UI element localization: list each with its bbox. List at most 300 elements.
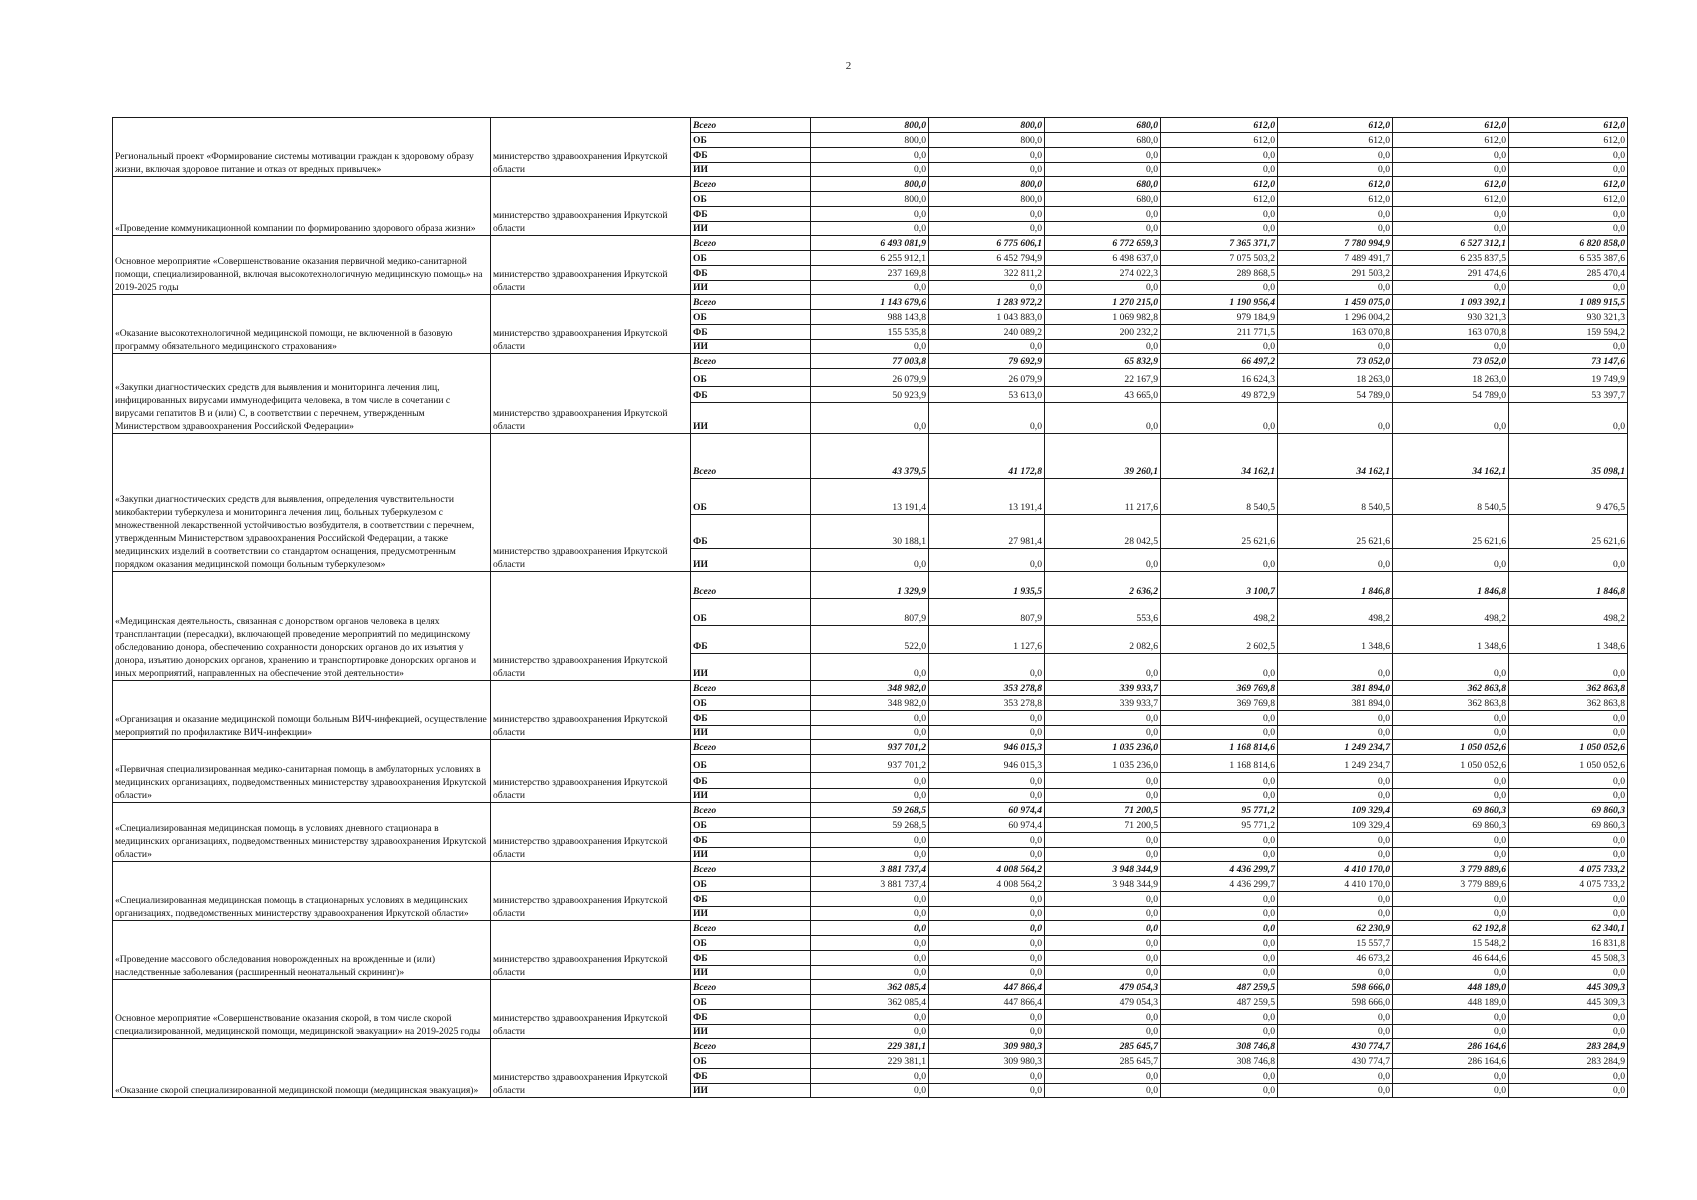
- amount-cell: 1 168 814,6: [1161, 740, 1278, 755]
- funding-source-label: ИИ: [691, 222, 811, 236]
- amount-cell: 286 164,6: [1393, 1039, 1509, 1054]
- amount-cell: 0,0: [929, 1069, 1045, 1084]
- funding-source-label: ФБ: [691, 773, 811, 789]
- amount-cell: 7 365 371,7: [1161, 236, 1278, 251]
- amount-cell: 0,0: [1045, 1069, 1161, 1084]
- amount-cell: 22 167,9: [1045, 369, 1161, 387]
- funding-source-label: ОБ: [691, 192, 811, 207]
- amount-cell: 1 270 215,0: [1045, 295, 1161, 310]
- amount-cell: 0,0: [1509, 654, 1628, 681]
- amount-cell: 0,0: [1045, 340, 1161, 354]
- amount-cell: 285 470,4: [1509, 266, 1628, 281]
- amount-cell: 0,0: [1161, 222, 1278, 236]
- amount-cell: 612,0: [1509, 192, 1628, 207]
- amount-cell: 1 283 972,2: [929, 295, 1045, 310]
- funding-source-label: ФБ: [691, 711, 811, 726]
- amount-cell: 309 980,3: [929, 1054, 1045, 1069]
- amount-cell: 0,0: [929, 1010, 1045, 1025]
- executor-name: министерство здравоохранения Иркутской области: [491, 803, 691, 862]
- amount-cell: 0,0: [1509, 966, 1628, 980]
- amount-cell: 0,0: [1509, 148, 1628, 163]
- amount-cell: 1 050 052,6: [1509, 755, 1628, 773]
- funding-total-label: Всего: [691, 354, 811, 369]
- amount-cell: 369 769,8: [1161, 681, 1278, 696]
- amount-cell: 95 771,2: [1161, 803, 1278, 818]
- amount-cell: 0,0: [929, 207, 1045, 222]
- amount-cell: 0,0: [929, 726, 1045, 740]
- table-row: [113, 803, 1628, 818]
- amount-cell: 1 846,8: [1509, 572, 1628, 599]
- amount-cell: 7 075 503,2: [1161, 251, 1278, 266]
- amount-cell: 612,0: [1278, 177, 1393, 192]
- amount-cell: 0,0: [1045, 726, 1161, 740]
- amount-cell: 800,0: [929, 177, 1045, 192]
- amount-cell: 946 015,3: [929, 740, 1045, 755]
- amount-cell: 0,0: [929, 403, 1045, 434]
- funding-source-label: ОБ: [691, 755, 811, 773]
- amount-cell: 979 184,9: [1161, 310, 1278, 325]
- amount-cell: 4 075 733,2: [1509, 862, 1628, 877]
- amount-cell: 612,0: [1509, 118, 1628, 133]
- amount-cell: 445 309,3: [1509, 995, 1628, 1010]
- funding-source-label: ИИ: [691, 966, 811, 980]
- amount-cell: 0,0: [1045, 789, 1161, 803]
- executor-name: министерство здравоохранения Иркутской области: [491, 236, 691, 295]
- amount-cell: 3 948 344,9: [1045, 877, 1161, 892]
- amount-cell: 0,0: [1045, 833, 1161, 848]
- amount-cell: 1 035 236,0: [1045, 755, 1161, 773]
- amount-cell: 0,0: [1045, 403, 1161, 434]
- amount-cell: 0,0: [1509, 281, 1628, 295]
- amount-cell: 11 217,6: [1045, 479, 1161, 515]
- amount-cell: 0,0: [1161, 789, 1278, 803]
- amount-cell: 6 493 081,9: [811, 236, 929, 251]
- amount-cell: 0,0: [1161, 1025, 1278, 1039]
- amount-cell: 0,0: [1045, 848, 1161, 862]
- executor-name: министерство здравоохранения Иркутской области: [491, 177, 691, 236]
- amount-cell: 4 008 564,2: [929, 877, 1045, 892]
- amount-cell: 0,0: [1509, 222, 1628, 236]
- activity-name: Региональный проект «Формирование системы мотивации граждан к здоровому образу жизни, включая здоровое питание и отказ от вредных привычек»: [113, 118, 491, 177]
- amount-cell: 26 079,9: [811, 369, 929, 387]
- amount-cell: 0,0: [1045, 921, 1161, 936]
- amount-cell: 2 602,5: [1161, 626, 1278, 654]
- amount-cell: 800,0: [811, 192, 929, 207]
- activity-name: «Проведение коммуникационной компании по формированию здорового образа жизни»: [113, 177, 491, 236]
- amount-cell: 448 189,0: [1393, 980, 1509, 995]
- amount-cell: 73 052,0: [1278, 354, 1393, 369]
- executor-name: министерство здравоохранения Иркутской области: [491, 354, 691, 434]
- funding-source-label: ОБ: [691, 310, 811, 325]
- amount-cell: 308 746,8: [1161, 1054, 1278, 1069]
- amount-cell: 381 894,0: [1278, 681, 1393, 696]
- amount-cell: 6 820 858,0: [1509, 236, 1628, 251]
- funding-total-label: Всего: [691, 681, 811, 696]
- amount-cell: 211 771,5: [1161, 325, 1278, 340]
- amount-cell: 155 535,8: [811, 325, 929, 340]
- amount-cell: 0,0: [1278, 340, 1393, 354]
- amount-cell: 3 779 889,6: [1393, 862, 1509, 877]
- executor-name: министерство здравоохранения Иркутской области: [491, 118, 691, 177]
- amount-cell: 612,0: [1509, 133, 1628, 148]
- amount-cell: 43 379,5: [811, 434, 929, 479]
- amount-cell: 0,0: [811, 549, 929, 572]
- amount-cell: 0,0: [1045, 148, 1161, 163]
- amount-cell: 0,0: [1161, 1010, 1278, 1025]
- amount-cell: 800,0: [929, 118, 1045, 133]
- amount-cell: 34 162,1: [1161, 434, 1278, 479]
- table-row: [113, 354, 1628, 369]
- amount-cell: 0,0: [1045, 773, 1161, 789]
- amount-cell: 0,0: [1393, 281, 1509, 295]
- funding-source-label: ИИ: [691, 848, 811, 862]
- amount-cell: 598 666,0: [1278, 995, 1393, 1010]
- funding-source-label: ФБ: [691, 266, 811, 281]
- amount-cell: 1 050 052,6: [1393, 740, 1509, 755]
- funding-source-label: ИИ: [691, 1084, 811, 1098]
- amount-cell: 0,0: [1278, 148, 1393, 163]
- amount-cell: 0,0: [1278, 1084, 1393, 1098]
- amount-cell: 498,2: [1278, 599, 1393, 626]
- amount-cell: 18 263,0: [1278, 369, 1393, 387]
- amount-cell: 0,0: [1278, 549, 1393, 572]
- amount-cell: 348 982,0: [811, 696, 929, 711]
- funding-source-label: ОБ: [691, 479, 811, 515]
- amount-cell: 0,0: [1393, 403, 1509, 434]
- amount-cell: 0,0: [929, 163, 1045, 177]
- funding-total-label: Всего: [691, 236, 811, 251]
- table-row: [113, 572, 1628, 599]
- amount-cell: 4 075 733,2: [1509, 877, 1628, 892]
- amount-cell: 0,0: [929, 848, 1045, 862]
- amount-cell: 0,0: [1393, 773, 1509, 789]
- amount-cell: 339 933,7: [1045, 681, 1161, 696]
- amount-cell: 60 974,4: [929, 818, 1045, 833]
- amount-cell: 69 860,3: [1393, 818, 1509, 833]
- amount-cell: 3 881 737,4: [811, 877, 929, 892]
- amount-cell: 0,0: [811, 1010, 929, 1025]
- amount-cell: 0,0: [1045, 222, 1161, 236]
- amount-cell: 237 169,8: [811, 266, 929, 281]
- amount-cell: 163 070,8: [1278, 325, 1393, 340]
- amount-cell: 26 079,9: [929, 369, 1045, 387]
- activity-name: «Закупки диагностических средств для выявления, определения чувствительности микобактерии туберкулеза и мониторинга лечения лиц, больных туберкулезом с множественной лекарственной устойчивостью возбудителя, в соответствии с перечнем, утвержденным Министерством здравоохранения Российской Федерации, а также медицинских изделий в соответствии со стандартом оснащения, предусмотренным порядком оказания медицинской помощи больным туберкулезом»: [113, 434, 491, 572]
- amount-cell: 0,0: [1278, 789, 1393, 803]
- funding-source-label: ОБ: [691, 818, 811, 833]
- amount-cell: 13 191,4: [811, 479, 929, 515]
- amount-cell: 30 188,1: [811, 515, 929, 549]
- amount-cell: 353 278,8: [929, 681, 1045, 696]
- amount-cell: 66 497,2: [1161, 354, 1278, 369]
- amount-cell: 612,0: [1161, 192, 1278, 207]
- funding-source-label: ИИ: [691, 654, 811, 681]
- amount-cell: 0,0: [1161, 163, 1278, 177]
- amount-cell: 0,0: [1278, 281, 1393, 295]
- amount-cell: 34 162,1: [1393, 434, 1509, 479]
- amount-cell: 0,0: [1278, 907, 1393, 921]
- amount-cell: 0,0: [811, 711, 929, 726]
- funding-source-label: ФБ: [691, 515, 811, 549]
- amount-cell: 41 172,8: [929, 434, 1045, 479]
- amount-cell: 0,0: [1509, 1010, 1628, 1025]
- amount-cell: 286 164,6: [1393, 1054, 1509, 1069]
- funding-source-label: ИИ: [691, 789, 811, 803]
- amount-cell: 62 230,9: [1278, 921, 1393, 936]
- funding-source-label: ИИ: [691, 403, 811, 434]
- amount-cell: 6 535 387,6: [1509, 251, 1628, 266]
- executor-name: министерство здравоохранения Иркутской области: [491, 434, 691, 572]
- amount-cell: 0,0: [811, 340, 929, 354]
- activity-name: «Оказание высокотехнологичной медицинской помощи, не включенной в базовую программу обязательного медицинского страхования»: [113, 295, 491, 354]
- funding-source-label: ИИ: [691, 549, 811, 572]
- amount-cell: 59 268,5: [811, 803, 929, 818]
- amount-cell: 0,0: [1045, 966, 1161, 980]
- amount-cell: 362 863,8: [1509, 681, 1628, 696]
- amount-cell: 73 052,0: [1393, 354, 1509, 369]
- amount-cell: 0,0: [1045, 907, 1161, 921]
- amount-cell: 59 268,5: [811, 818, 929, 833]
- amount-cell: 0,0: [1509, 833, 1628, 848]
- amount-cell: 930 321,3: [1393, 310, 1509, 325]
- amount-cell: 0,0: [1278, 966, 1393, 980]
- amount-cell: 0,0: [929, 951, 1045, 966]
- amount-cell: 2 636,2: [1045, 572, 1161, 599]
- amount-cell: 25 621,6: [1161, 515, 1278, 549]
- amount-cell: 447 866,4: [929, 980, 1045, 995]
- amount-cell: 479 054,3: [1045, 995, 1161, 1010]
- amount-cell: 0,0: [1278, 403, 1393, 434]
- amount-cell: 69 860,3: [1393, 803, 1509, 818]
- amount-cell: 309 980,3: [929, 1039, 1045, 1054]
- amount-cell: 0,0: [811, 1069, 929, 1084]
- amount-cell: 0,0: [1278, 207, 1393, 222]
- amount-cell: 0,0: [811, 789, 929, 803]
- amount-cell: 0,0: [811, 921, 929, 936]
- table-row: [113, 177, 1628, 192]
- amount-cell: 0,0: [1278, 833, 1393, 848]
- amount-cell: 16 831,8: [1509, 936, 1628, 951]
- amount-cell: 4 410 170,0: [1278, 862, 1393, 877]
- amount-cell: 0,0: [1161, 848, 1278, 862]
- amount-cell: 109 329,4: [1278, 818, 1393, 833]
- amount-cell: 1 093 392,1: [1393, 295, 1509, 310]
- amount-cell: 800,0: [811, 177, 929, 192]
- amount-cell: 0,0: [811, 654, 929, 681]
- amount-cell: 0,0: [811, 403, 929, 434]
- amount-cell: 0,0: [1509, 907, 1628, 921]
- amount-cell: 0,0: [1278, 654, 1393, 681]
- amount-cell: 0,0: [929, 773, 1045, 789]
- executor-name: министерство здравоохранения Иркутской области: [491, 740, 691, 803]
- funding-source-label: ФБ: [691, 951, 811, 966]
- amount-cell: 229 381,1: [811, 1039, 929, 1054]
- amount-cell: 0,0: [929, 892, 1045, 907]
- activity-name: «Специализированная медицинская помощь в стационарных условиях в медицинских организациях, подведомственных министерству здравоохранения Иркутской области»: [113, 862, 491, 921]
- amount-cell: 0,0: [811, 163, 929, 177]
- activity-name: «Оказание скорой специализированной медицинской помощи (медицинская эвакуация)»: [113, 1039, 491, 1098]
- amount-cell: 0,0: [811, 936, 929, 951]
- amount-cell: 35 098,1: [1509, 434, 1628, 479]
- amount-cell: 0,0: [1278, 222, 1393, 236]
- amount-cell: 53 397,7: [1509, 387, 1628, 403]
- amount-cell: 479 054,3: [1045, 980, 1161, 995]
- amount-cell: 0,0: [811, 1084, 929, 1098]
- amount-cell: 0,0: [1509, 726, 1628, 740]
- amount-cell: 77 003,8: [811, 354, 929, 369]
- amount-cell: 1 935,5: [929, 572, 1045, 599]
- amount-cell: 27 981,4: [929, 515, 1045, 549]
- amount-cell: 53 613,0: [929, 387, 1045, 403]
- amount-cell: 0,0: [1045, 711, 1161, 726]
- funding-total-label: Всего: [691, 740, 811, 755]
- amount-cell: 362 863,8: [1509, 696, 1628, 711]
- amount-cell: 4 436 299,7: [1161, 862, 1278, 877]
- amount-cell: 4 008 564,2: [929, 862, 1045, 877]
- executor-name: министерство здравоохранения Иркутской области: [491, 862, 691, 921]
- funding-total-label: Всего: [691, 434, 811, 479]
- amount-cell: 0,0: [811, 966, 929, 980]
- amount-cell: 34 162,1: [1278, 434, 1393, 479]
- amount-cell: 0,0: [1393, 340, 1509, 354]
- amount-cell: 45 508,3: [1509, 951, 1628, 966]
- amount-cell: 800,0: [811, 118, 929, 133]
- amount-cell: 0,0: [1393, 1025, 1509, 1039]
- amount-cell: 0,0: [1278, 773, 1393, 789]
- amount-cell: 3 779 889,6: [1393, 877, 1509, 892]
- amount-cell: 0,0: [1278, 892, 1393, 907]
- amount-cell: 0,0: [811, 148, 929, 163]
- amount-cell: 0,0: [1045, 654, 1161, 681]
- amount-cell: 0,0: [1045, 1010, 1161, 1025]
- amount-cell: 4 436 299,7: [1161, 877, 1278, 892]
- amount-cell: 71 200,5: [1045, 818, 1161, 833]
- amount-cell: 285 645,7: [1045, 1039, 1161, 1054]
- funding-source-label: ИИ: [691, 340, 811, 354]
- amount-cell: 0,0: [929, 966, 1045, 980]
- amount-cell: 163 070,8: [1393, 325, 1509, 340]
- amount-cell: 0,0: [1045, 1025, 1161, 1039]
- amount-cell: 6 452 794,9: [929, 251, 1045, 266]
- amount-cell: 447 866,4: [929, 995, 1045, 1010]
- amount-cell: 0,0: [1509, 892, 1628, 907]
- amount-cell: 522,0: [811, 626, 929, 654]
- amount-cell: 289 868,5: [1161, 266, 1278, 281]
- activity-name: «Проведение массового обследования новорожденных на врожденные и (или) наследственные заболевания (расширенный неонатальный скрининг)»: [113, 921, 491, 980]
- funding-source-label: ОБ: [691, 696, 811, 711]
- funding-source-label: ФБ: [691, 325, 811, 340]
- amount-cell: 807,9: [811, 599, 929, 626]
- amount-cell: 1 249 234,7: [1278, 740, 1393, 755]
- funding-source-label: ОБ: [691, 251, 811, 266]
- amount-cell: 69 860,3: [1509, 803, 1628, 818]
- amount-cell: 612,0: [1161, 133, 1278, 148]
- amount-cell: 200 232,2: [1045, 325, 1161, 340]
- activity-name: «Закупки диагностических средств для выявления и мониторинга лечения лиц, инфицированных вирусами иммунодефицита человека, в том числе в сочетании с вирусами гепатитов В и (или) С, в соответствии с перечнем, утвержденным Министерством здравоохранения Российской Федерации»: [113, 354, 491, 434]
- funding-total-label: Всего: [691, 921, 811, 936]
- amount-cell: 0,0: [1393, 1069, 1509, 1084]
- funding-total-label: Всего: [691, 803, 811, 818]
- amount-cell: 0,0: [811, 1025, 929, 1039]
- amount-cell: 1 846,8: [1278, 572, 1393, 599]
- amount-cell: 0,0: [1278, 1069, 1393, 1084]
- amount-cell: 0,0: [1393, 907, 1509, 921]
- amount-cell: 0,0: [1045, 936, 1161, 951]
- amount-cell: 0,0: [1393, 148, 1509, 163]
- amount-cell: 348 982,0: [811, 681, 929, 696]
- amount-cell: 612,0: [1509, 177, 1628, 192]
- amount-cell: 0,0: [811, 281, 929, 295]
- amount-cell: 0,0: [929, 222, 1045, 236]
- funding-source-label: ФБ: [691, 148, 811, 163]
- amount-cell: 0,0: [1393, 848, 1509, 862]
- amount-cell: 0,0: [1393, 892, 1509, 907]
- amount-cell: 0,0: [1161, 833, 1278, 848]
- amount-cell: 3 948 344,9: [1045, 862, 1161, 877]
- amount-cell: 25 621,6: [1509, 515, 1628, 549]
- amount-cell: 0,0: [1509, 1084, 1628, 1098]
- amount-cell: 430 774,7: [1278, 1039, 1393, 1054]
- amount-cell: 800,0: [929, 192, 1045, 207]
- amount-cell: 448 189,0: [1393, 995, 1509, 1010]
- funding-source-label: ОБ: [691, 1054, 811, 1069]
- funding-total-label: Всего: [691, 295, 811, 310]
- amount-cell: 0,0: [1045, 549, 1161, 572]
- amount-cell: 0,0: [1393, 163, 1509, 177]
- amount-cell: 28 042,5: [1045, 515, 1161, 549]
- amount-cell: 498,2: [1393, 599, 1509, 626]
- amount-cell: 0,0: [1509, 207, 1628, 222]
- amount-cell: 0,0: [811, 892, 929, 907]
- amount-cell: 6 775 606,1: [929, 236, 1045, 251]
- amount-cell: 0,0: [1161, 207, 1278, 222]
- amount-cell: 6 772 659,3: [1045, 236, 1161, 251]
- amount-cell: 0,0: [1161, 951, 1278, 966]
- amount-cell: 598 666,0: [1278, 980, 1393, 995]
- amount-cell: 0,0: [1045, 1084, 1161, 1098]
- amount-cell: 0,0: [929, 654, 1045, 681]
- amount-cell: 0,0: [811, 907, 929, 921]
- amount-cell: 0,0: [1393, 654, 1509, 681]
- amount-cell: 0,0: [811, 773, 929, 789]
- amount-cell: 0,0: [1161, 711, 1278, 726]
- amount-cell: 159 594,2: [1509, 325, 1628, 340]
- funding-source-label: ФБ: [691, 207, 811, 222]
- amount-cell: 1 050 052,6: [1509, 740, 1628, 755]
- amount-cell: 62 192,8: [1393, 921, 1509, 936]
- amount-cell: 0,0: [1509, 1025, 1628, 1039]
- amount-cell: 1 043 883,0: [929, 310, 1045, 325]
- executor-name: министерство здравоохранения Иркутской области: [491, 572, 691, 681]
- amount-cell: 1 168 814,6: [1161, 755, 1278, 773]
- amount-cell: 71 200,5: [1045, 803, 1161, 818]
- amount-cell: 612,0: [1393, 177, 1509, 192]
- amount-cell: 0,0: [929, 1025, 1045, 1039]
- amount-cell: 0,0: [811, 222, 929, 236]
- table-row: [113, 921, 1628, 936]
- amount-cell: 0,0: [929, 281, 1045, 295]
- amount-cell: 2 082,6: [1045, 626, 1161, 654]
- amount-cell: 73 147,6: [1509, 354, 1628, 369]
- amount-cell: 285 645,7: [1045, 1054, 1161, 1069]
- amount-cell: 0,0: [1161, 726, 1278, 740]
- amount-cell: 362 085,4: [811, 995, 929, 1010]
- amount-cell: 680,0: [1045, 177, 1161, 192]
- funding-source-label: ОБ: [691, 936, 811, 951]
- amount-cell: 1 050 052,6: [1393, 755, 1509, 773]
- page-number: 2: [845, 60, 852, 72]
- table-row: [113, 295, 1628, 310]
- amount-cell: 274 022,3: [1045, 266, 1161, 281]
